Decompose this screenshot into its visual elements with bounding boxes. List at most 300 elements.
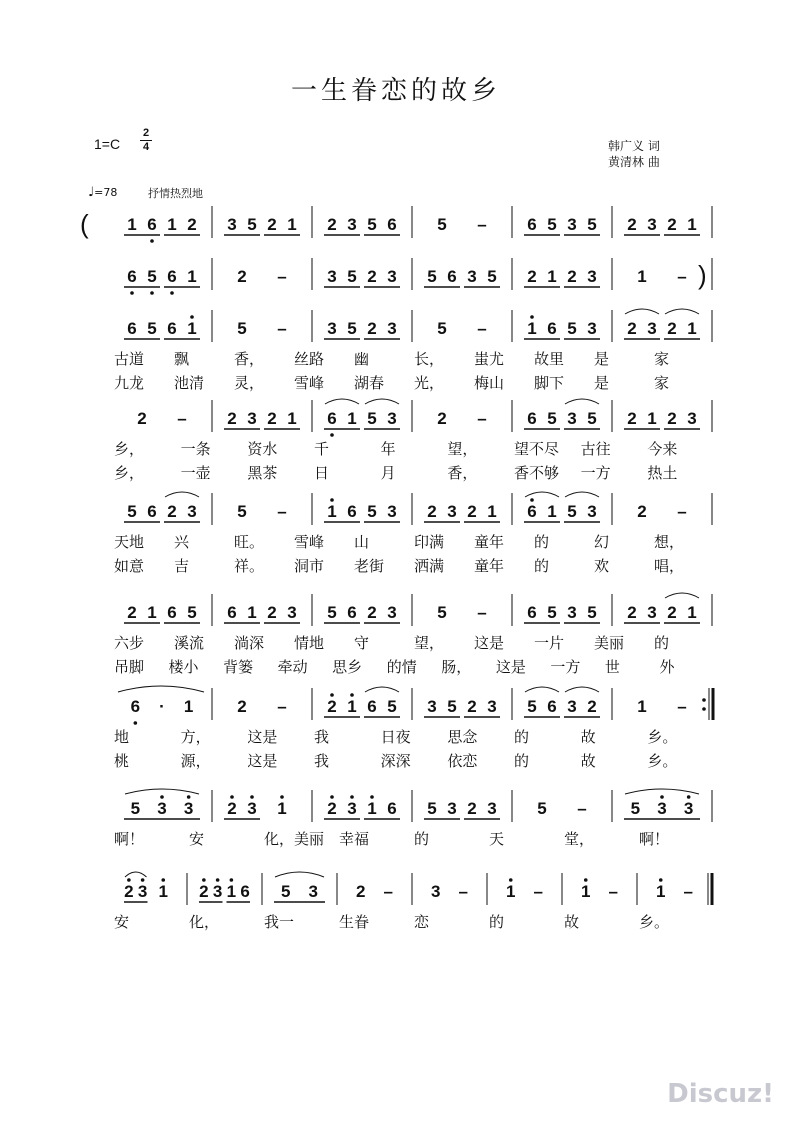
- lyric-text: 一方: [550, 658, 581, 676]
- high-octave-dot: [230, 878, 234, 882]
- lyric-text: 童年: [474, 533, 505, 551]
- low-octave-dot: [134, 721, 138, 725]
- note-digit: 6: [527, 215, 537, 234]
- note-digit: 3: [647, 319, 657, 338]
- lyric-text: 乡。: [647, 728, 678, 746]
- lyric-text: 望不尽: [514, 440, 560, 458]
- lyric-text: 九龙: [114, 374, 145, 392]
- note-digit: 3: [487, 799, 497, 818]
- note-digit: 3: [157, 799, 167, 818]
- high-octave-dot: [330, 795, 334, 799]
- slur-arc: [165, 492, 199, 497]
- note-digit: 5: [630, 799, 641, 818]
- note-digit: 2: [267, 215, 277, 234]
- lyric-text: 情地: [294, 634, 325, 652]
- note-digit: ·: [159, 697, 165, 716]
- note-digit: 5: [437, 603, 447, 622]
- repeat-dot: [702, 698, 706, 702]
- dash-note: –: [677, 502, 687, 521]
- high-octave-dot: [190, 315, 194, 319]
- lyric-text: 六步: [114, 634, 145, 652]
- slur-arc: [365, 687, 399, 692]
- lyric-text: 童年: [474, 557, 505, 575]
- note-digit: 5: [327, 603, 337, 622]
- composer-credit: 黄清林 曲: [608, 155, 660, 169]
- slur-arc: [525, 492, 559, 497]
- note-digit: 5: [387, 697, 397, 716]
- lyric-text: 一壶: [180, 464, 211, 482]
- note-digit: 1: [187, 267, 197, 286]
- lyric-text: 乡，: [114, 440, 145, 458]
- high-octave-dot: [350, 795, 354, 799]
- note-digit: 3: [212, 882, 223, 901]
- dash-note: –: [477, 319, 487, 338]
- note-digit: 2: [267, 409, 277, 428]
- note-digit: 3: [587, 502, 597, 521]
- lyric-text: 望，: [447, 440, 478, 458]
- note-digit: 5: [547, 215, 557, 234]
- watermark: Discuz!: [667, 1079, 774, 1109]
- note-digit: 5: [547, 603, 557, 622]
- expression-marking: 抒情热烈地: [148, 187, 203, 200]
- note-digit: 6: [447, 267, 457, 286]
- note-digit: 3: [467, 267, 477, 286]
- note-digit: 2: [127, 603, 137, 622]
- note-digit: 1: [158, 882, 168, 901]
- lyric-text: 堂，: [564, 830, 595, 848]
- high-octave-dot: [509, 878, 513, 882]
- lyric-text: 日: [314, 464, 330, 482]
- note-digit: 1: [687, 319, 697, 338]
- slur-arc: [325, 399, 359, 404]
- note-digit: 6: [147, 215, 157, 234]
- lyric-text: 年: [380, 440, 396, 458]
- note-digit: 3: [587, 267, 597, 286]
- note-digit: 5: [567, 319, 577, 338]
- lyric-text: 的: [654, 634, 670, 652]
- high-octave-dot: [660, 795, 664, 799]
- slur-arc: [625, 789, 699, 794]
- note-digit: 3: [431, 882, 441, 901]
- lyric-text: 一条: [180, 440, 211, 458]
- note-digit: 2: [367, 319, 377, 338]
- lyric-text: 我一: [264, 913, 295, 931]
- note-digit: 1: [527, 319, 537, 338]
- lyric-text: 的: [514, 752, 530, 770]
- lyric-text: 我: [314, 752, 330, 770]
- note-digit: 1: [167, 215, 177, 234]
- note-digit: 6: [127, 267, 137, 286]
- note-digit: 2: [667, 215, 677, 234]
- high-octave-dot: [530, 498, 534, 502]
- high-octave-dot: [250, 795, 254, 799]
- note-digit: 3: [687, 409, 697, 428]
- note-digit: 5: [437, 215, 447, 234]
- lyric-text: 故里: [534, 350, 565, 368]
- lyric-text: 化，: [189, 913, 220, 931]
- lyric-text: 池清: [174, 374, 205, 392]
- slur-arc: [275, 872, 324, 877]
- lyric-text: 古往: [580, 440, 611, 458]
- lyric-text: 吊脚: [114, 658, 145, 676]
- note-digit: 6: [127, 319, 137, 338]
- note-digit: 3: [387, 409, 397, 428]
- note-digit: 1: [547, 502, 557, 521]
- lyric-text: 旺。: [234, 533, 265, 551]
- note-digit: 3: [387, 267, 397, 286]
- note-digit: 2: [427, 502, 437, 521]
- note-digit: 5: [567, 502, 577, 521]
- slur-arc: [565, 687, 599, 692]
- lyric-text: 月: [380, 464, 396, 482]
- lyric-text: 洞市: [294, 557, 325, 575]
- lyric-text: 是: [594, 374, 610, 392]
- lyric-text: 丝路: [294, 350, 325, 368]
- high-octave-dot: [330, 693, 334, 697]
- note-digit: 5: [347, 267, 357, 286]
- note-digit: 5: [427, 799, 437, 818]
- lyric-text: 世: [604, 658, 620, 676]
- note-digit: 2: [367, 603, 377, 622]
- lyric-text: 楼小: [168, 658, 199, 676]
- high-octave-dot: [230, 795, 234, 799]
- lyric-text: 源，: [180, 752, 211, 770]
- lyric-text: 乡，: [114, 464, 145, 482]
- lyric-text: 这是: [495, 658, 526, 676]
- high-octave-dot: [160, 795, 164, 799]
- note-digit: 1: [287, 409, 297, 428]
- high-octave-dot: [659, 878, 663, 882]
- low-octave-dot: [330, 433, 334, 437]
- note-digit: 3: [347, 215, 357, 234]
- note-digit: 2: [327, 799, 337, 818]
- note-digit: 3: [347, 799, 357, 818]
- lyric-text: 湖春: [354, 374, 385, 392]
- note-digit: 6: [367, 697, 377, 716]
- lyric-text: 今来: [647, 440, 678, 458]
- note-digit: 2: [467, 799, 477, 818]
- dash-note: –: [277, 697, 287, 716]
- note-digit: 2: [327, 215, 337, 234]
- dash-note: –: [608, 882, 618, 901]
- note-digit: 1: [127, 215, 137, 234]
- note-digit: 6: [547, 319, 557, 338]
- note-digit: 2: [237, 697, 247, 716]
- note-digit: 5: [237, 319, 247, 338]
- dash-note: –: [683, 882, 693, 901]
- note-digit: 2: [627, 409, 637, 428]
- note-digit: 1: [347, 409, 357, 428]
- lyric-text: 方，: [180, 728, 211, 746]
- note-digit: 3: [567, 603, 577, 622]
- note-digit: 1: [487, 502, 497, 521]
- note-digit: 1: [656, 882, 666, 901]
- lyric-text: 灵，: [234, 374, 265, 392]
- lyric-text: 安: [189, 830, 205, 848]
- lyric-text: 日夜: [380, 728, 411, 746]
- lyric-text: 恋: [414, 913, 430, 931]
- lyric-text: 故: [564, 913, 580, 931]
- note-digit: 5: [147, 319, 157, 338]
- note-digit: 3: [683, 799, 694, 818]
- note-digit: 2: [199, 882, 209, 901]
- high-octave-dot: [280, 795, 284, 799]
- close-parenthesis: ): [698, 260, 707, 290]
- lyric-text: 我: [314, 728, 330, 746]
- note-digit: 2: [627, 603, 637, 622]
- lyric-text: 这是: [247, 728, 278, 746]
- slur-arc: [565, 399, 599, 404]
- note-digit: 2: [167, 502, 177, 521]
- note-digit: 1: [637, 697, 647, 716]
- lyric-text: 如意: [114, 557, 145, 575]
- note-digit: 1: [287, 215, 297, 234]
- lyric-text: 一方: [580, 464, 611, 482]
- note-digit: 2: [467, 502, 477, 521]
- lyric-text: 黑茶: [247, 464, 278, 482]
- lyric-text: 热土: [647, 464, 678, 482]
- lyric-text: 长，: [414, 350, 445, 368]
- note-digit: 2: [667, 409, 677, 428]
- high-octave-dot: [350, 693, 354, 697]
- note-digit: 2: [356, 882, 366, 901]
- slur-arc: [565, 492, 599, 497]
- lyric-text: 飘: [174, 350, 190, 368]
- lyric-text: 吉: [174, 557, 190, 575]
- lyric-text: 千: [314, 440, 330, 458]
- lyric-text: 的: [534, 533, 550, 551]
- note-digit: 3: [487, 697, 497, 716]
- high-octave-dot: [330, 498, 334, 502]
- low-octave-dot: [150, 291, 154, 295]
- high-octave-dot: [127, 878, 131, 882]
- note-digit: 6: [130, 697, 141, 716]
- lyric-text: 外: [659, 658, 675, 676]
- note-digit: 6: [327, 409, 337, 428]
- note-digit: 2: [137, 409, 147, 428]
- note-digit: 1: [687, 603, 697, 622]
- repeat-dot: [702, 707, 706, 711]
- lyric-text: 的: [489, 913, 505, 931]
- dash-note: –: [277, 267, 287, 286]
- lyric-text: 守: [354, 634, 370, 652]
- high-octave-dot: [530, 315, 534, 319]
- note-digit: 1: [547, 267, 557, 286]
- lyric-text: 印满: [414, 533, 445, 551]
- note-digit: 2: [467, 697, 477, 716]
- note-digit: 3: [247, 409, 257, 428]
- note-digit: 5: [527, 697, 537, 716]
- note-digit: 1: [367, 799, 377, 818]
- tempo-value: =78: [94, 186, 118, 199]
- note-digit: 3: [387, 319, 397, 338]
- note-digit: 3: [567, 215, 577, 234]
- low-octave-dot: [170, 291, 174, 295]
- note-digit: 1: [581, 882, 591, 901]
- note-digit: 1: [506, 882, 516, 901]
- high-octave-dot: [370, 795, 374, 799]
- lyric-text: 乡。: [647, 752, 678, 770]
- lyric-text: 肠，: [441, 658, 472, 676]
- note-digit: 5: [281, 882, 291, 901]
- note-digit: 1: [187, 319, 197, 338]
- note-digit: 3: [387, 502, 397, 521]
- lyric-text: 资水: [247, 440, 278, 458]
- dash-note: –: [533, 882, 543, 901]
- lyric-text: 的: [534, 557, 550, 575]
- note-digit: 2: [437, 409, 447, 428]
- note-digit: 3: [287, 603, 297, 622]
- note-digit: 6: [347, 603, 357, 622]
- dash-note: –: [577, 799, 587, 818]
- dash-note: –: [277, 319, 287, 338]
- lyric-text: 望，: [414, 634, 445, 652]
- note-digit: 2: [567, 267, 577, 286]
- note-digit: 2: [237, 267, 247, 286]
- lyric-text: 雪峰: [294, 533, 325, 551]
- lyric-text: 化，美丽: [264, 830, 325, 848]
- lyric-text: 雪峰: [294, 374, 325, 392]
- lyric-text: 溪流: [174, 634, 205, 652]
- lyric-text: 故: [580, 728, 596, 746]
- lyric-text: 思念: [447, 728, 478, 746]
- lyricist-credit: 韩广义 词: [608, 139, 660, 153]
- note-digit: 6: [347, 502, 357, 521]
- high-octave-dot: [584, 878, 588, 882]
- slur-arc: [365, 399, 399, 404]
- note-digit: 6: [387, 215, 397, 234]
- lyric-text: 安: [114, 913, 130, 931]
- note-digit: 6: [240, 882, 250, 901]
- note-digit: 2: [267, 603, 277, 622]
- dash-note: –: [477, 409, 487, 428]
- note-digit: 5: [147, 267, 157, 286]
- note-digit: 5: [247, 215, 257, 234]
- note-digit: 6: [167, 319, 177, 338]
- note-digit: 2: [187, 215, 197, 234]
- quarter-note-icon: ♩: [88, 185, 95, 200]
- note-digit: 3: [647, 215, 657, 234]
- high-octave-dot: [141, 878, 145, 882]
- lyric-text: 背篓: [223, 658, 254, 676]
- note-digit: 3: [587, 319, 597, 338]
- lyric-text: 古道: [114, 350, 145, 368]
- lyric-text: 深深: [380, 752, 411, 770]
- note-digit: 3: [227, 215, 237, 234]
- lyric-text: 幸福: [339, 830, 370, 848]
- lyric-text: 老街: [354, 557, 385, 575]
- high-octave-dot: [161, 878, 165, 882]
- high-octave-dot: [687, 795, 691, 799]
- note-digit: 1: [647, 409, 657, 428]
- note-digit: 1: [277, 799, 287, 818]
- key-signature: 1=C: [94, 136, 121, 152]
- lyric-text: 是: [594, 350, 610, 368]
- note-digit: 6: [527, 409, 537, 428]
- high-octave-dot: [187, 795, 191, 799]
- note-digit: 1: [637, 267, 647, 286]
- lyric-text: 家: [654, 374, 670, 392]
- lyric-text: 香，: [447, 464, 478, 482]
- lyric-text: 这是: [474, 634, 505, 652]
- dash-note: –: [477, 603, 487, 622]
- note-digit: 2: [227, 409, 237, 428]
- note-digit: 5: [187, 603, 197, 622]
- note-digit: 3: [427, 697, 437, 716]
- note-digit: 2: [227, 799, 237, 818]
- note-digit: 5: [237, 502, 247, 521]
- lyric-text: 啊！: [114, 830, 145, 848]
- note-digit: 5: [587, 215, 597, 234]
- lyric-text: 淌深: [234, 634, 265, 652]
- slur-arc: [118, 686, 204, 692]
- lyric-text: 的: [514, 728, 530, 746]
- lyric-text: 天: [489, 830, 505, 848]
- slur-arc: [525, 687, 559, 692]
- lyric-text: 美丽: [594, 634, 625, 652]
- lyric-text: 天地: [114, 533, 145, 551]
- slur-arc: [665, 593, 699, 598]
- lyric-text: 啊！: [639, 830, 670, 848]
- note-digit: 1: [147, 603, 157, 622]
- note-digit: 5: [487, 267, 497, 286]
- note-digit: 6: [167, 603, 177, 622]
- note-digit: 5: [130, 799, 141, 818]
- note-digit: 1: [247, 603, 257, 622]
- note-digit: 5: [447, 697, 457, 716]
- note-digit: 3: [308, 882, 318, 901]
- note-digit: 2: [637, 502, 647, 521]
- note-digit: 2: [587, 697, 597, 716]
- lyric-text: 一片: [534, 634, 565, 652]
- note-digit: 5: [127, 502, 137, 521]
- note-digit: 3: [447, 502, 457, 521]
- lyric-text: 兴: [174, 533, 190, 551]
- note-digit: 3: [567, 697, 577, 716]
- lyric-text: 想，: [654, 533, 685, 551]
- lyric-text: 幽: [354, 350, 370, 368]
- lyric-text: 山: [354, 533, 370, 551]
- note-digit: 1: [327, 502, 337, 521]
- song-title: 一生眷恋的故乡: [290, 76, 501, 106]
- dash-note: –: [277, 502, 287, 521]
- note-digit: 3: [187, 502, 197, 521]
- time-signature-top: 2: [142, 127, 150, 139]
- note-digit: 2: [627, 215, 637, 234]
- note-digit: 3: [327, 267, 337, 286]
- lyric-text: 香不够: [514, 464, 560, 482]
- note-digit: 3: [247, 799, 257, 818]
- lyric-text: 思乡: [332, 658, 363, 676]
- lyric-text: 光，: [414, 374, 445, 392]
- note-digit: 1: [347, 697, 357, 716]
- note-digit: 5: [587, 603, 597, 622]
- dash-note: –: [458, 882, 468, 901]
- note-digit: 2: [627, 319, 637, 338]
- lyric-text: 的: [414, 830, 430, 848]
- lyric-text: 依恋: [447, 752, 478, 770]
- lyric-text: 脚下: [534, 374, 565, 392]
- lyric-text: 这是: [247, 752, 278, 770]
- note-digit: 3: [387, 603, 397, 622]
- slur-arc: [625, 309, 659, 314]
- dash-note: –: [383, 882, 393, 901]
- dash-note: –: [677, 697, 687, 716]
- note-digit: 5: [367, 409, 377, 428]
- note-digit: 5: [367, 502, 377, 521]
- note-digit: 5: [347, 319, 357, 338]
- note-digit: 2: [327, 697, 337, 716]
